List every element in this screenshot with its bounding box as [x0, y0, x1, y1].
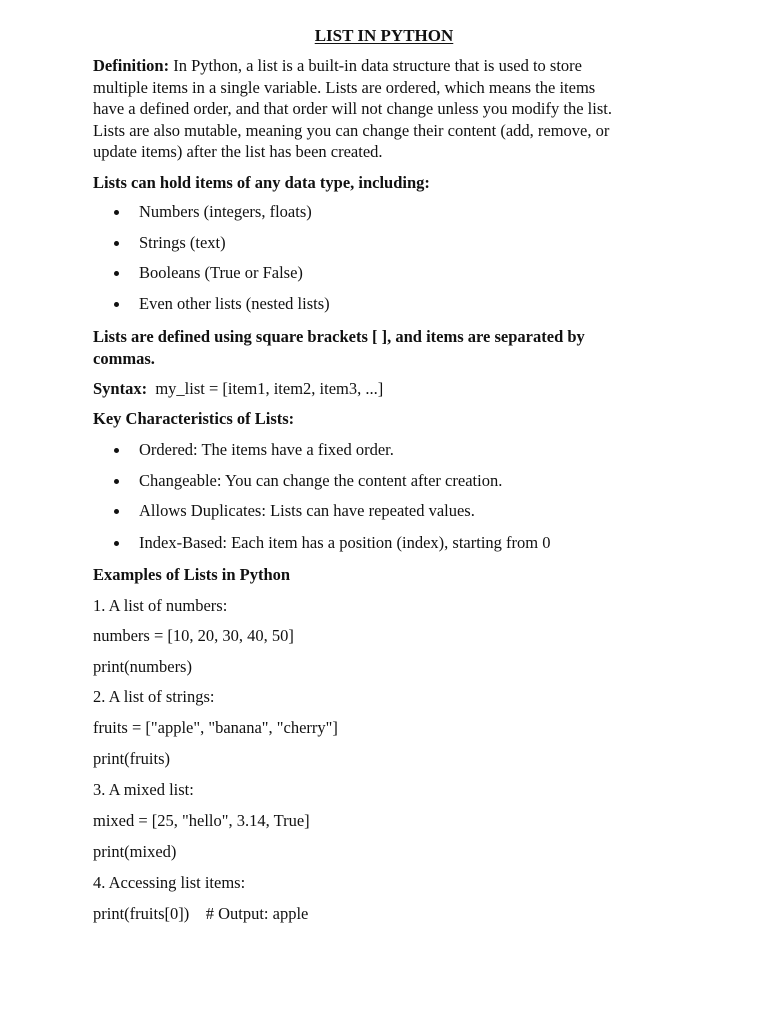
brackets-note	[93, 326, 673, 369]
bullet-icon	[114, 241, 122, 249]
bullet-icon	[114, 541, 122, 549]
brackets-note-line-1: Lists are defined using square brackets [ ], and items are separated by	[93, 327, 585, 346]
list-item: Index-Based: Each item has a position (index), starting from 0	[139, 533, 551, 552]
definition-line-2: multiple items in a single variable. Lists are ordered, which means the items	[93, 77, 596, 97]
example-line: print(fruits[0]) # Output: apple	[93, 904, 309, 923]
list-item: Even other lists (nested lists)	[139, 294, 330, 313]
list-item: Numbers (integers, floats)	[139, 202, 312, 221]
example-line: print(numbers)	[93, 657, 192, 676]
example-line: 1. A list of numbers:	[93, 596, 228, 615]
list-item: Strings (text)	[139, 233, 226, 252]
example-line: 3. A mixed list:	[93, 780, 194, 799]
example-line: print(fruits)	[93, 749, 170, 768]
example-line: mixed = [25, "hello", 3.14, True]	[93, 811, 310, 830]
bullet-icon	[114, 448, 122, 456]
example-line: 4. Accessing list items:	[93, 873, 246, 892]
definition-line-3: have a defined order, and that order will not change unless you modify the list.	[93, 99, 612, 118]
list-item: Booleans (True or False)	[139, 263, 303, 282]
definition-label: Definition:	[93, 56, 170, 75]
list-item: Allows Duplicates: Lists can have repeated values.	[139, 501, 475, 520]
brackets-note-line-2: commas.	[93, 348, 155, 368]
characteristics-heading: Key Characteristics of Lists:	[93, 409, 295, 428]
bullet-icon	[114, 509, 122, 517]
bullet-icon	[114, 302, 122, 310]
list-item: Changeable: You can change the content after creation.	[139, 471, 503, 490]
syntax-code: my_list = [item1, item2, item3, ...]	[147, 379, 384, 398]
data-types-heading: Lists can hold items of any data type, including:	[93, 173, 430, 192]
page-title: LIST IN PYTHON	[314, 26, 454, 45]
definition-line-5: update items) after the list has been created.	[93, 142, 383, 161]
example-line: fruits = ["apple", "banana", "cherry"]	[93, 718, 338, 737]
list-item: Ordered: The items have a fixed order.	[139, 440, 394, 459]
definition-paragraph	[93, 55, 673, 163]
examples-heading: Examples of Lists in Python	[93, 565, 291, 584]
definition-line-1	[93, 55, 673, 77]
syntax-label: Syntax:	[93, 379, 148, 398]
bullet-icon	[114, 210, 122, 218]
definition-line-4: Lists are also mutable, meaning you can change their content (add, remove, or	[93, 120, 610, 140]
bullet-icon	[114, 271, 122, 279]
bullet-icon	[114, 479, 122, 487]
example-line: print(mixed)	[93, 842, 177, 861]
example-line: 2. A list of strings:	[93, 687, 215, 706]
example-line: numbers = [10, 20, 30, 40, 50]	[93, 626, 294, 645]
syntax-line	[93, 378, 673, 400]
definition-text-1: In Python, a list is a built-in data structure that is used to store	[169, 56, 582, 75]
